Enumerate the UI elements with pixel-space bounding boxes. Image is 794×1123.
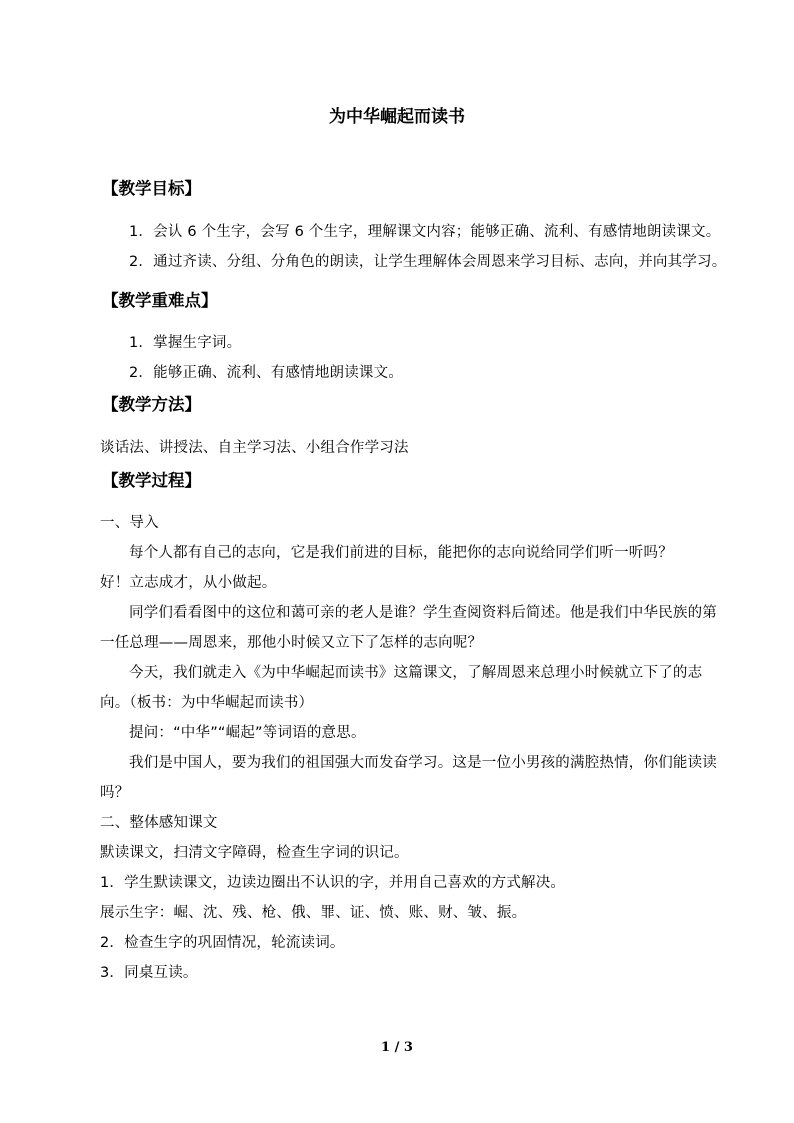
page-number: 1 / 3	[381, 1040, 413, 1055]
goal-item: 2．通过齐读、分组、分角色的朗读，让学生理解体会周恩来学习目标、志向，并向其学习。	[129, 254, 727, 270]
process-paragraph: 3．同桌互读。	[100, 965, 198, 981]
document-title: 为中华崛起而读书	[329, 107, 465, 127]
process-paragraph: 一、导入	[100, 515, 159, 531]
section-heading-key-points: 【教学重难点】	[102, 291, 218, 310]
key-point-item: 1．掌握生字词。	[129, 335, 242, 351]
process-paragraph: 我们是中国人，要为我们的祖国强大而发奋学习。这是一位小男孩的满腔热情，你们能读读吗？	[100, 755, 717, 801]
process-paragraph: 2．检查生字的巩固情况，轮流读词。	[100, 935, 345, 951]
process-paragraph: 同学们看看图中的这位和蔼可亲的老人是谁？学生查阅资料后简述。他是我们中华民族的第一任总理——周恩来，那他小时候又立下了怎样的志向呢？	[100, 605, 717, 651]
section-heading-process: 【教学过程】	[102, 471, 201, 490]
section-heading-methods: 【教学方法】	[102, 395, 201, 414]
process-paragraph: 二、整体感知课文	[100, 815, 218, 831]
process-paragraph: 默读课文，扫清文字障碍，检查生字词的识记。	[100, 845, 409, 861]
process-paragraph: 每个人都有自己的志向，它是我们前进的目标，能把你的志向说给同学们听一听吗？	[129, 545, 673, 561]
process-paragraph: 展示生字：崛、沈、残、枪、俄、罪、证、愤、账、财、皱、振。	[100, 905, 527, 921]
process-paragraph: 今天，我们就走入《为中华崛起而读书》这篇课文，了解周恩来总理小时候就立下了的志向。（板书：为中华崛起而读书）	[100, 665, 703, 711]
section-heading-goals: 【教学目标】	[102, 179, 201, 198]
methods-text: 谈话法、讲授法、自主学习法、小组合作学习法	[100, 440, 409, 456]
goal-item: 1．会认 6 个生字，会写 6 个生字，理解课文内容；能够正确、流利、有感情地朗读课文。	[129, 224, 721, 240]
process-paragraph: 提问：“中华”“崛起”等词语的意思。	[129, 725, 366, 741]
document-body	[100, 174, 730, 988]
process-paragraph: 1．学生默读课文，边读边圈出不认识的字，并用自己喜欢的方式解决。	[100, 875, 566, 891]
process-paragraph: 好！立志成才，从小做起。	[100, 575, 277, 591]
key-point-item: 2．能够正确、流利、有感情地朗读课文。	[129, 365, 404, 381]
